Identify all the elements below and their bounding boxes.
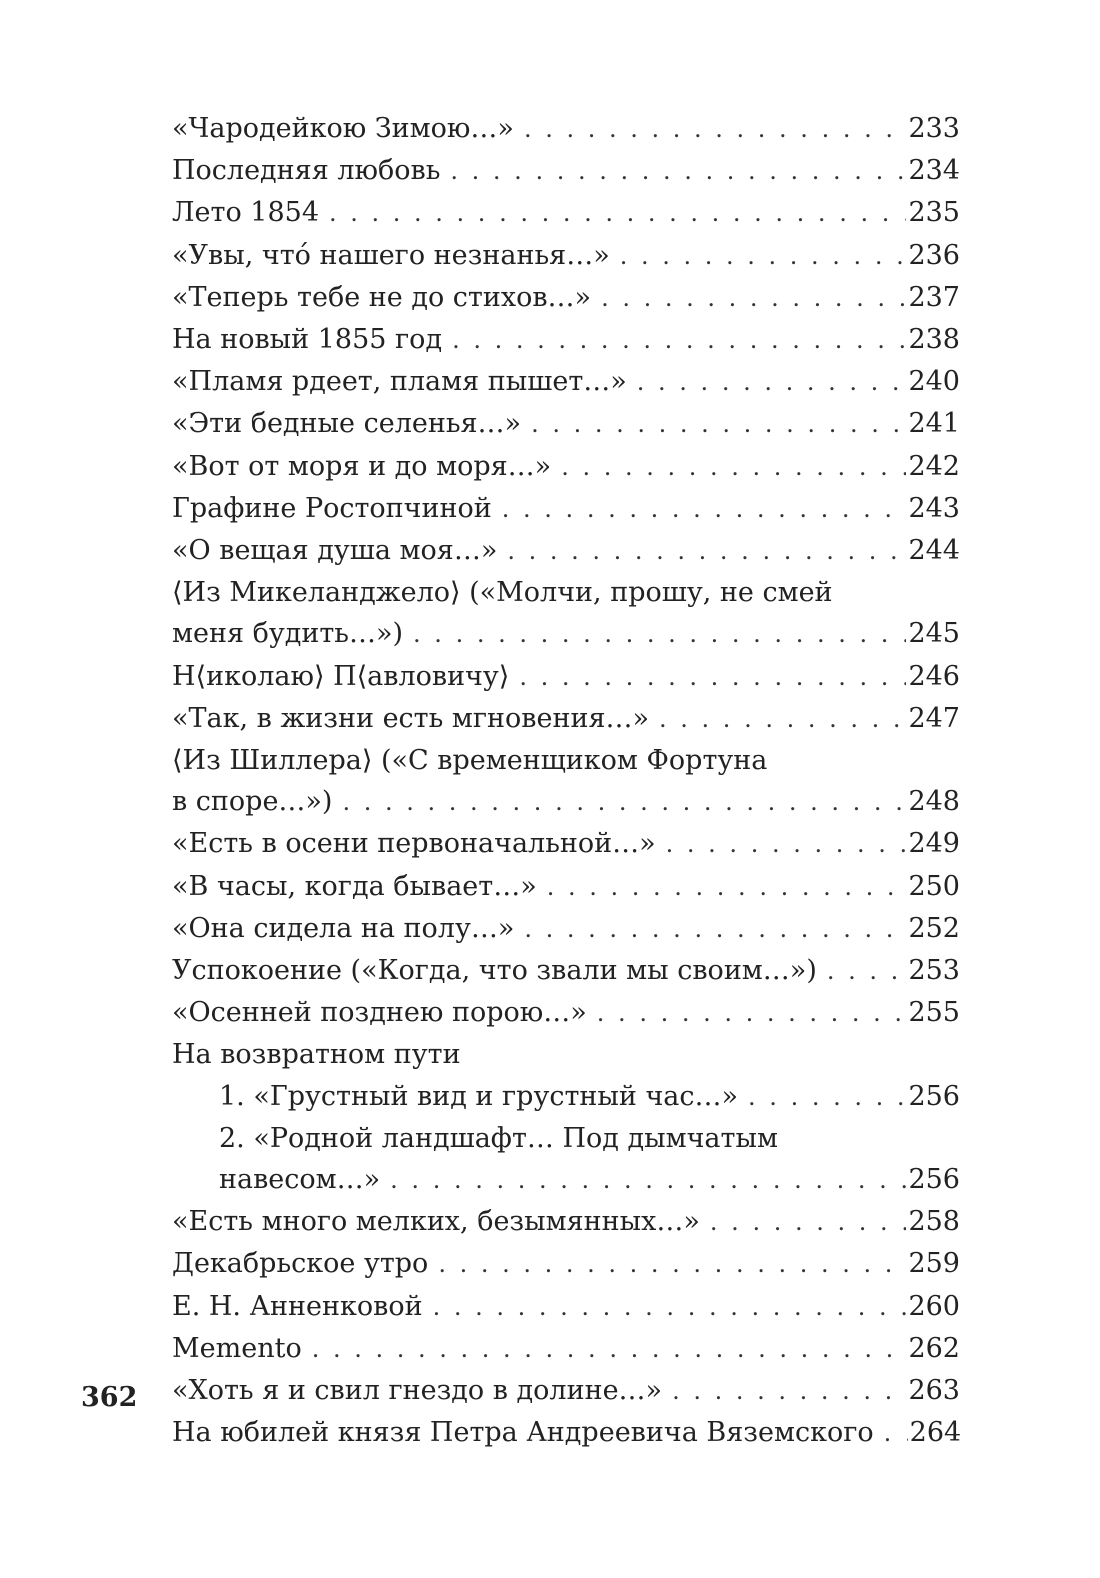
toc-entry-page: 241 [908, 408, 960, 440]
toc-entry-title: Успокоение («Когда, что звали мы своим…») [172, 955, 817, 987]
toc-entry [172, 530, 960, 572]
toc-entry-page: 256 [908, 1164, 960, 1196]
toc-entry-title: в споре…») [172, 786, 333, 818]
toc-entry-title: Н⟨иколаю⟩ П⟨авловичу⟩ [172, 660, 510, 692]
toc-entry [172, 1370, 960, 1412]
toc-entry-page: 242 [908, 450, 960, 482]
toc-entry-line [219, 1076, 960, 1118]
dot-leader [827, 951, 907, 992]
toc-entry [172, 277, 960, 319]
toc-entry [172, 403, 960, 445]
toc-entry-line [172, 277, 960, 319]
toc-entry-title: Декабрьское утро [172, 1248, 429, 1280]
toc-entry-line [172, 1201, 960, 1243]
dot-leader [547, 867, 907, 908]
toc-entry-title: На юбилей князя Петра Андреевича Вяземского [172, 1417, 874, 1449]
toc-entry [172, 572, 960, 655]
toc-entry [172, 192, 960, 234]
toc-entry [172, 698, 960, 740]
toc-entry-line [172, 488, 960, 530]
toc-entry [172, 1328, 960, 1370]
dot-leader [597, 993, 907, 1034]
toc-entry [172, 1201, 960, 1243]
toc-entry-line [219, 1159, 960, 1201]
toc-entry [172, 1243, 960, 1285]
toc-entry-line [172, 108, 960, 150]
toc-entry-title: «Увы, что́ нашего незнанья…» [172, 239, 610, 271]
dot-leader [659, 699, 906, 740]
toc-entry-page: 248 [908, 786, 960, 818]
dot-leader [342, 782, 906, 823]
toc-entry [172, 1412, 960, 1454]
toc-entry-line [172, 992, 960, 1034]
toc-entry-title: «Есть в осени первоначальной…» [172, 828, 656, 860]
toc-entry-title: ⟨Из Шиллера⟩ («С временщиком Фортуна [172, 745, 768, 777]
toc-entry-line [172, 1328, 960, 1370]
toc-entry [172, 950, 960, 992]
dot-leader [502, 489, 907, 530]
toc-entry-title: 1. «Грустный вид и грустный час…» [219, 1080, 739, 1112]
toc-entry-line [172, 403, 960, 445]
dot-leader [666, 824, 907, 865]
toc-entry-title: На возвратном пути [172, 1039, 461, 1071]
toc-entry [172, 908, 960, 950]
toc-entry-page: 234 [908, 155, 960, 187]
dot-leader [519, 657, 906, 698]
toc-entry-title: На новый 1855 год [172, 324, 443, 356]
toc-entry-title: «Есть много мелких, безымянных…» [172, 1206, 700, 1238]
toc-entry-title: навесом…» [219, 1164, 381, 1196]
toc-entry-page: 245 [908, 618, 960, 650]
toc-entry-title: «О вещая душа моя…» [172, 535, 498, 567]
toc-entry-line [172, 823, 960, 865]
toc-entry-page: 255 [908, 997, 960, 1029]
table-of-contents [172, 108, 960, 1455]
toc-entry-line [172, 446, 960, 488]
dot-leader [620, 236, 907, 277]
dot-leader [531, 404, 906, 445]
dot-leader [390, 1160, 906, 1201]
toc-entry-title: Графине Ростопчиной [172, 492, 492, 524]
toc-entry-page: 249 [908, 828, 960, 860]
toc-entry-line [172, 613, 960, 655]
toc-entry-title: «В часы, когда бывает…» [172, 870, 537, 902]
toc-entry-page: 235 [908, 197, 960, 229]
toc-entry [172, 319, 960, 361]
toc-entry-page: 237 [908, 281, 960, 313]
toc-entry-line [172, 656, 960, 698]
toc-entry-line [172, 698, 960, 740]
toc-entry-page: 259 [908, 1248, 960, 1280]
toc-entry [172, 1076, 960, 1118]
toc-entry-line [172, 866, 960, 908]
toc-entry [172, 446, 960, 488]
toc-entry-page: 256 [908, 1080, 960, 1112]
dot-leader [433, 1287, 907, 1328]
toc-entry-line [172, 530, 960, 572]
dot-leader [450, 151, 906, 192]
dot-leader [413, 614, 906, 655]
toc-entry-line [172, 319, 960, 361]
toc-entry [172, 823, 960, 865]
toc-entry-line [172, 1243, 960, 1285]
dot-leader [329, 193, 906, 234]
toc-entry-line [172, 361, 960, 403]
toc-entry [172, 488, 960, 530]
toc-entry-title: Е. Н. Анненковой [172, 1290, 423, 1322]
toc-entry-line [172, 235, 960, 277]
toc-entry-line [172, 192, 960, 234]
toc-entry-title: «Осенней позднею порою…» [172, 997, 587, 1029]
toc-entry [172, 866, 960, 908]
dot-leader [637, 362, 907, 403]
toc-entry [172, 740, 960, 823]
toc-entry-page: 250 [908, 870, 960, 902]
toc-entry-page: 252 [908, 912, 960, 944]
toc-entry [172, 656, 960, 698]
dot-leader [601, 278, 906, 319]
toc-entry [172, 1286, 960, 1328]
toc-entry-page: 240 [908, 366, 960, 398]
toc-entry-line [172, 908, 960, 950]
toc-entry-title: «Она сидела на полу…» [172, 912, 515, 944]
dot-leader [524, 909, 906, 950]
dot-leader [524, 109, 907, 150]
toc-entry-title: Лето 1854 [172, 197, 319, 229]
toc-entry-page: 244 [908, 535, 960, 567]
toc-entry-page: 247 [908, 702, 960, 734]
toc-entry-title: «Вот от моря и до моря…» [172, 450, 552, 482]
dot-leader [672, 1371, 906, 1412]
toc-entry-title: «Хоть я и свил гнездо в долине…» [172, 1375, 663, 1407]
dot-leader [748, 1077, 906, 1118]
toc-entry-page: 263 [908, 1375, 960, 1407]
toc-entry-page: 262 [908, 1332, 960, 1364]
toc-entry [172, 1118, 960, 1201]
toc-entry-page: 243 [908, 492, 960, 524]
toc-entry-line [172, 950, 960, 992]
toc-entry-title: Memento [172, 1332, 302, 1364]
toc-entry [172, 361, 960, 403]
dot-leader [507, 531, 906, 572]
dot-leader [884, 1413, 908, 1454]
toc-entry-page: 258 [908, 1206, 960, 1238]
toc-entry-title: «Так, в жизни есть мгновения…» [172, 702, 650, 734]
dot-leader [452, 320, 906, 361]
toc-entry [172, 992, 960, 1034]
toc-entry-page: 260 [908, 1290, 960, 1322]
toc-entry [172, 150, 960, 192]
toc-entry-page: 238 [908, 324, 960, 356]
toc-entry [172, 1034, 960, 1075]
toc-entry-title: «Чародейкою Зимою…» [172, 113, 514, 144]
toc-entry-line [172, 150, 960, 192]
toc-entry-title: меня будить…») [172, 618, 404, 650]
dot-leader [710, 1202, 907, 1243]
toc-entry-page: 246 [908, 660, 960, 692]
toc-entry-line [172, 1370, 960, 1412]
toc-entry-title: ⟨Из Микеланджело⟩ («Молчи, прошу, не смей [172, 577, 833, 609]
toc-entry-title: Последняя любовь [172, 155, 441, 187]
toc-entry-title: «Эти бедные селенья…» [172, 408, 522, 440]
toc-entry-title: «Теперь тебе не до стихов…» [172, 281, 592, 313]
toc-entry-page: 253 [908, 955, 960, 987]
toc-entry-page: 264 [909, 1417, 962, 1449]
toc-entry-page: 233 [908, 113, 960, 144]
toc-entry-line [172, 1412, 960, 1454]
toc-entry [172, 108, 960, 150]
dot-leader [561, 447, 906, 488]
dot-leader [312, 1329, 907, 1370]
toc-entry-line [172, 1286, 960, 1328]
dot-leader [438, 1244, 906, 1285]
toc-entry-line [172, 781, 960, 823]
toc-entry-title: «Пламя рдеет, пламя пышет…» [172, 366, 627, 398]
toc-entry-title: 2. «Родной ландшафт… Под дымчатым [219, 1122, 778, 1154]
toc-entry [172, 235, 960, 277]
page-number: 362 [81, 1382, 138, 1413]
toc-entry-page: 236 [908, 239, 960, 271]
